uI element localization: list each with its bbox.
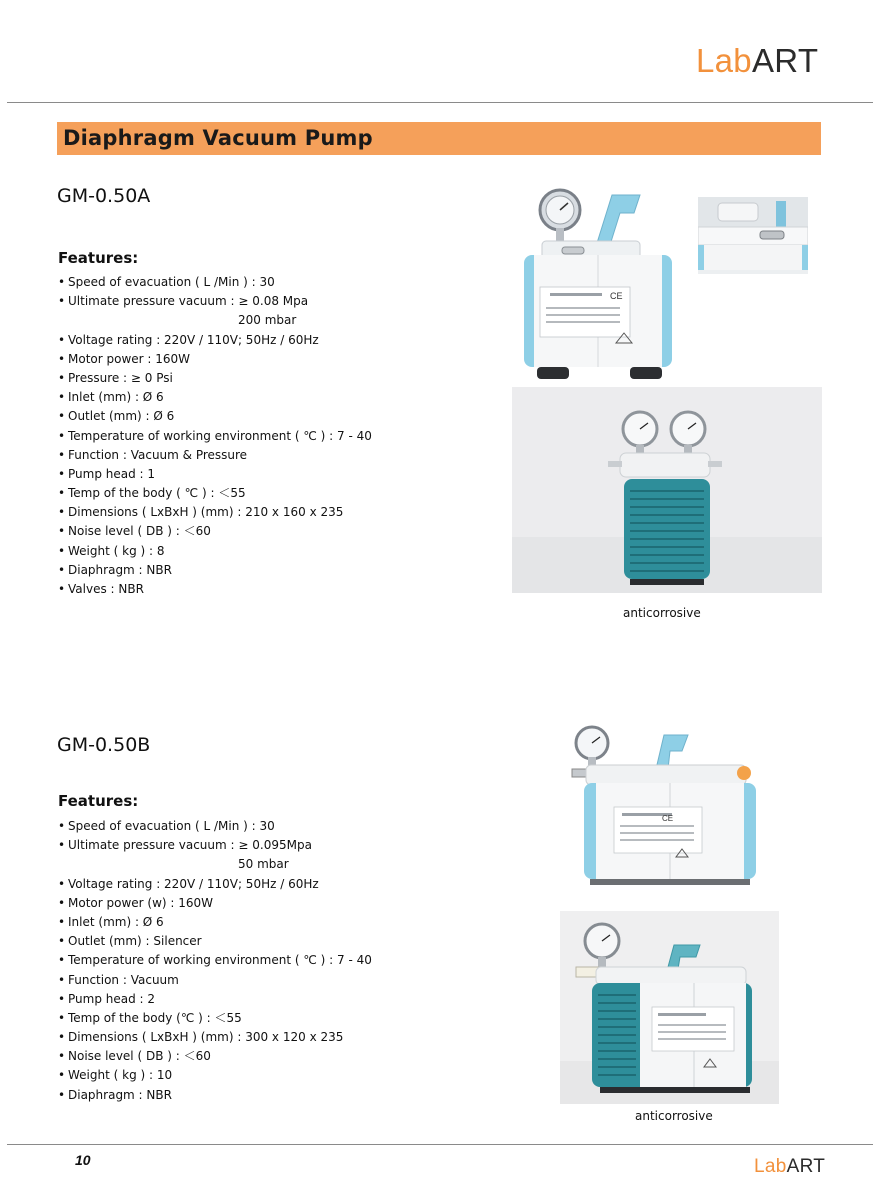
spec-text: Dimensions ( LxBxH ) (mm) : 210 x 160 x 235 [68, 505, 344, 520]
bullet-icon: • [58, 876, 66, 891]
bullet-icon: • [58, 275, 66, 289]
header-divider [7, 102, 873, 103]
spec-text: Pressure : ≥ 0 Psi [68, 370, 173, 385]
caption-b: anticorrosive [635, 1109, 713, 1123]
bullet-icon: • [58, 1087, 66, 1102]
spec-item [58, 542, 372, 561]
bullet-icon: • [58, 953, 66, 968]
bullet-icon: • [58, 1030, 66, 1045]
bullet-icon: • [58, 543, 66, 558]
model-title-b: GM-0.50B [57, 734, 151, 756]
spec-item [58, 875, 372, 894]
features-heading-b: Features: [58, 792, 139, 810]
spec-item [58, 503, 372, 522]
spec-text: Speed of evacuation ( L /Min ) : 30 [68, 819, 275, 833]
bullet-icon: • [58, 1049, 66, 1064]
bullet-icon: • [58, 351, 66, 366]
spec-list-a [58, 273, 372, 599]
bullet-icon: • [58, 486, 66, 501]
spec-text: 50 mbar [238, 857, 289, 872]
bullet-icon: • [58, 991, 66, 1006]
spec-item [58, 292, 372, 311]
spec-text: Speed of evacuation ( L /Min ) : 30 [68, 275, 275, 289]
spec-item [58, 1066, 372, 1085]
spec-text: Weight ( kg ) : 10 [68, 1068, 173, 1083]
spec-item [58, 855, 372, 874]
bullet-icon: • [58, 895, 66, 910]
bullet-icon: • [58, 1068, 66, 1083]
caption-a: anticorrosive [623, 606, 701, 620]
ce-mark-b: CE [662, 814, 674, 823]
spec-item [58, 446, 372, 465]
bullet-icon: • [58, 934, 66, 949]
spec-item [58, 913, 372, 932]
bullet-icon: • [58, 524, 66, 539]
spec-text: Ultimate pressure vacuum : ≥ 0.095Mpa [68, 838, 312, 853]
features-heading-a: Features: [58, 249, 139, 267]
bullet-icon: • [58, 409, 66, 424]
bullet-icon: • [58, 505, 66, 520]
bullet-icon: • [58, 466, 66, 481]
spec-item [58, 311, 372, 330]
spec-item [58, 407, 372, 426]
bullet-icon: • [58, 370, 66, 385]
spec-item [58, 465, 372, 484]
spec-item [58, 932, 372, 951]
spec-item [58, 990, 372, 1009]
pump-a-anticorrosive-photo [512, 387, 822, 593]
spec-item [58, 427, 372, 446]
model-title-a: GM-0.50A [57, 185, 151, 207]
spec-item [58, 817, 372, 836]
footer-divider [7, 1144, 873, 1145]
spec-text: Outlet (mm) : Silencer [68, 934, 202, 949]
spec-text: Temperature of working environment ( ℃ ) : 7 - 40 [68, 428, 372, 443]
spec-item [58, 522, 372, 541]
spec-text: Noise level ( DB ) : ＜60 [68, 1049, 211, 1064]
spec-item [58, 580, 372, 599]
footer-logo [754, 1156, 825, 1178]
spec-text: Pump head : 2 [68, 991, 156, 1006]
bullet-icon: • [58, 428, 66, 443]
spec-text: Pump head : 1 [68, 466, 156, 481]
pump-a-detail-photo [698, 197, 808, 274]
spec-item [58, 273, 372, 292]
bullet-icon: • [58, 390, 66, 405]
section-title: Diaphragm Vacuum Pump [63, 126, 373, 150]
spec-item [58, 369, 372, 388]
spec-text: Outlet (mm) : Ø 6 [68, 409, 175, 424]
spec-text: Weight ( kg ) : 8 [68, 543, 165, 558]
pump-a-photo [512, 183, 682, 383]
bullet-icon: • [58, 972, 66, 987]
spec-text: 200 mbar [238, 313, 297, 328]
spec-text: Temp of the body (℃ ) : ＜55 [68, 1010, 242, 1025]
spec-text: Voltage rating : 220V / 110V; 50Hz / 60Hz [68, 876, 319, 891]
pump-b-anticorrosive-photo [560, 911, 779, 1104]
logo-lab: Lab [696, 42, 752, 79]
page-number: 10 [75, 1152, 91, 1168]
spec-item [58, 350, 372, 369]
spec-text: Dimensions ( LxBxH ) (mm) : 300 x 120 x 235 [68, 1030, 344, 1045]
spec-text: Voltage rating : 220V / 110V; 50Hz / 60Hz [68, 332, 319, 347]
spec-item [58, 388, 372, 407]
spec-item [58, 331, 372, 350]
footer-logo-lab: Lab [754, 1156, 787, 1177]
spec-item [58, 971, 372, 990]
bullet-icon: • [58, 582, 66, 596]
bullet-icon: • [58, 914, 66, 929]
bullet-icon: • [58, 332, 66, 347]
spec-text: Function : Vacuum [68, 972, 179, 987]
spec-text: Diaphragm : NBR [68, 1087, 172, 1102]
spec-text: Temp of the body ( ℃ ) : ＜55 [68, 486, 246, 501]
bullet-icon: • [58, 1010, 66, 1025]
spec-item [58, 1086, 372, 1105]
footer-logo-art: ART [786, 1156, 826, 1177]
spec-text: Ultimate pressure vacuum : ≥ 0.08 Mpa [68, 294, 309, 309]
spec-text: Inlet (mm) : Ø 6 [68, 390, 164, 405]
spec-text: Function : Vacuum & Pressure [68, 447, 248, 462]
bullet-icon: • [58, 562, 66, 577]
spec-text: Inlet (mm) : Ø 6 [68, 914, 164, 929]
section-banner [57, 122, 821, 155]
spec-item [58, 1009, 372, 1028]
spec-item [58, 1047, 372, 1066]
spec-text: Motor power : 160W [68, 351, 191, 366]
pump-b-photo [556, 721, 772, 891]
spec-text: Diaphragm : NBR [68, 562, 172, 577]
header-logo [696, 42, 818, 80]
spec-text: Temperature of working environment ( ℃ ) : 7 - 40 [68, 953, 372, 968]
spec-item [58, 561, 372, 580]
spec-text: Motor power (w) : 160W [68, 895, 214, 910]
spec-text: Noise level ( DB ) : ＜60 [68, 524, 211, 539]
logo-art: ART [751, 42, 819, 79]
spec-text: Valves : NBR [68, 582, 144, 596]
bullet-icon: • [58, 819, 66, 833]
bullet-icon: • [58, 838, 66, 853]
spec-item [58, 894, 372, 913]
spec-item [58, 484, 372, 503]
spec-item [58, 951, 372, 970]
ce-mark-a: CE [610, 291, 623, 301]
spec-item [58, 836, 372, 855]
spec-list-b [58, 817, 372, 1105]
bullet-icon: • [58, 294, 66, 309]
spec-item [58, 1028, 372, 1047]
bullet-icon: • [58, 447, 66, 462]
